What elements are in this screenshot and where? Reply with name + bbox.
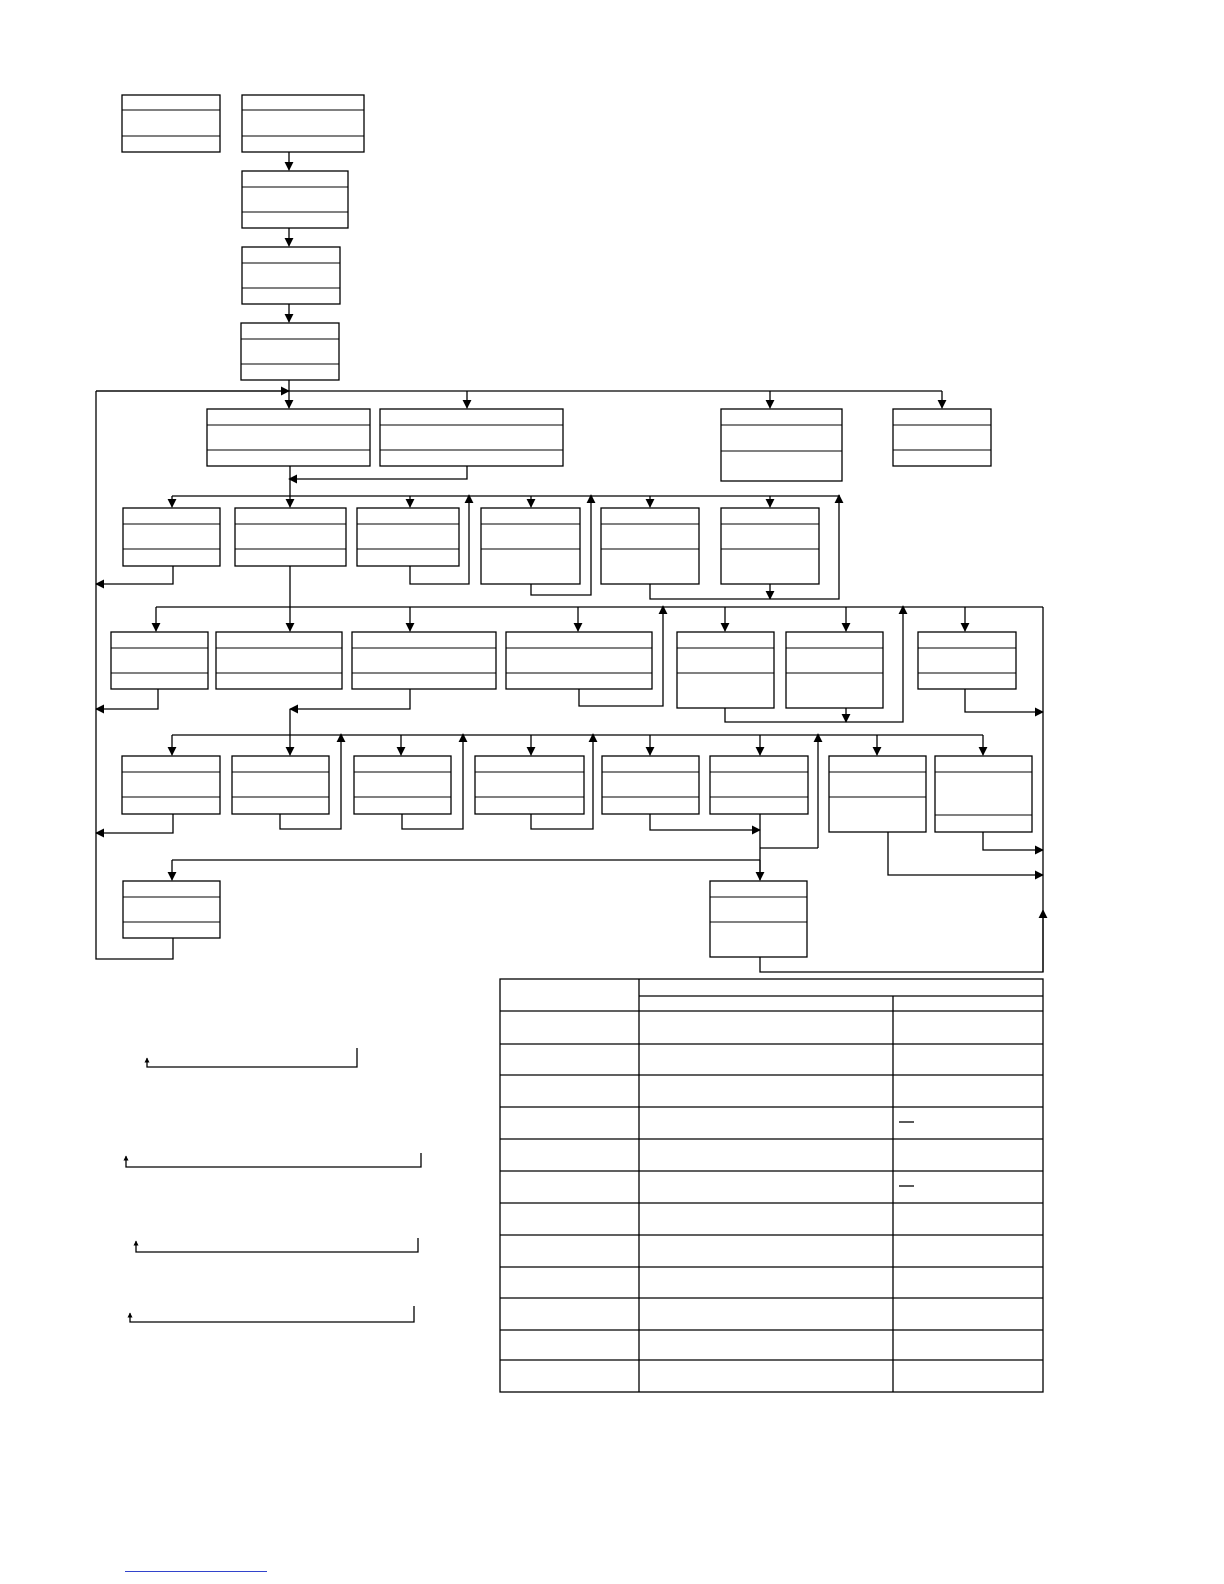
flow-box-frame xyxy=(357,508,459,566)
flow-box-frame xyxy=(786,632,883,708)
flow-box-frame xyxy=(354,756,451,814)
flow-box-frame xyxy=(232,756,329,814)
legend-line xyxy=(136,1238,418,1252)
footer-rule xyxy=(125,1571,267,1572)
connector-arrow xyxy=(96,689,158,709)
flow-box xyxy=(357,508,459,566)
legend-line xyxy=(126,1153,421,1167)
flow-box-frame xyxy=(352,632,496,689)
flow-box xyxy=(354,756,451,814)
flow-box xyxy=(721,409,842,481)
flow-box-frame xyxy=(216,632,342,689)
flow-box xyxy=(111,632,208,689)
flow-box-frame xyxy=(242,171,348,228)
flow-box xyxy=(786,632,883,708)
flow-box xyxy=(935,756,1032,832)
flow-box-frame xyxy=(918,632,1016,689)
flow-box xyxy=(123,508,220,566)
flow-box-frame xyxy=(111,632,208,689)
flowchart-boxes xyxy=(111,95,1032,957)
flow-box xyxy=(893,409,991,466)
connector-arrow xyxy=(96,566,173,584)
flow-box xyxy=(235,508,346,566)
flow-box-frame xyxy=(935,756,1032,832)
flow-box-frame xyxy=(602,756,699,814)
data-table xyxy=(500,979,1043,1392)
flow-box-frame xyxy=(721,409,842,481)
flow-box xyxy=(506,632,652,689)
flow-box-frame xyxy=(506,632,652,689)
flow-box-frame xyxy=(122,95,220,152)
flow-box xyxy=(710,881,807,957)
flow-box xyxy=(380,409,563,466)
legend-line xyxy=(147,1048,357,1067)
flow-box-frame xyxy=(123,881,220,938)
flow-box-frame xyxy=(677,632,774,708)
flow-box-frame xyxy=(710,756,808,814)
flow-box xyxy=(122,756,220,814)
flow-box-frame xyxy=(601,508,699,584)
flow-box-frame xyxy=(721,508,819,584)
flow-box xyxy=(601,508,699,584)
flow-box xyxy=(475,756,584,814)
connector-arrow xyxy=(290,689,410,709)
flow-box xyxy=(216,632,342,689)
flow-box xyxy=(242,95,364,152)
flow-box xyxy=(710,756,808,814)
flow-box-frame xyxy=(207,409,370,466)
legend-lines xyxy=(126,1048,421,1322)
connector-arrow xyxy=(983,832,1043,850)
connector-arrow xyxy=(650,814,760,830)
flow-box xyxy=(242,247,340,304)
flow-box-frame xyxy=(710,881,807,957)
connector-arrow xyxy=(888,832,1043,875)
flow-box-frame xyxy=(242,247,340,304)
flow-box-frame xyxy=(481,508,580,584)
flow-box-frame xyxy=(242,95,364,152)
flow-box xyxy=(918,632,1016,689)
flow-box xyxy=(677,632,774,708)
flow-box-frame xyxy=(380,409,563,466)
flow-box xyxy=(352,632,496,689)
connector-arrow xyxy=(289,466,467,479)
flow-box-frame xyxy=(829,756,926,832)
flow-box xyxy=(207,409,370,466)
flow-box xyxy=(829,756,926,832)
flow-box-frame xyxy=(123,508,220,566)
flow-box-frame xyxy=(475,756,584,814)
connector-arrow xyxy=(96,814,173,833)
flow-box xyxy=(123,881,220,938)
flow-box xyxy=(122,95,220,152)
flow-box-frame xyxy=(122,756,220,814)
flow-box xyxy=(232,756,329,814)
flow-box xyxy=(602,756,699,814)
flow-box-frame xyxy=(241,323,339,380)
connector-arrow xyxy=(965,689,1043,712)
flow-box xyxy=(241,323,339,380)
flow-box-frame xyxy=(235,508,346,566)
flow-box xyxy=(481,508,580,584)
legend-line xyxy=(130,1306,414,1322)
flow-box-frame xyxy=(893,409,991,466)
flow-box xyxy=(721,508,819,584)
flow-box xyxy=(242,171,348,228)
